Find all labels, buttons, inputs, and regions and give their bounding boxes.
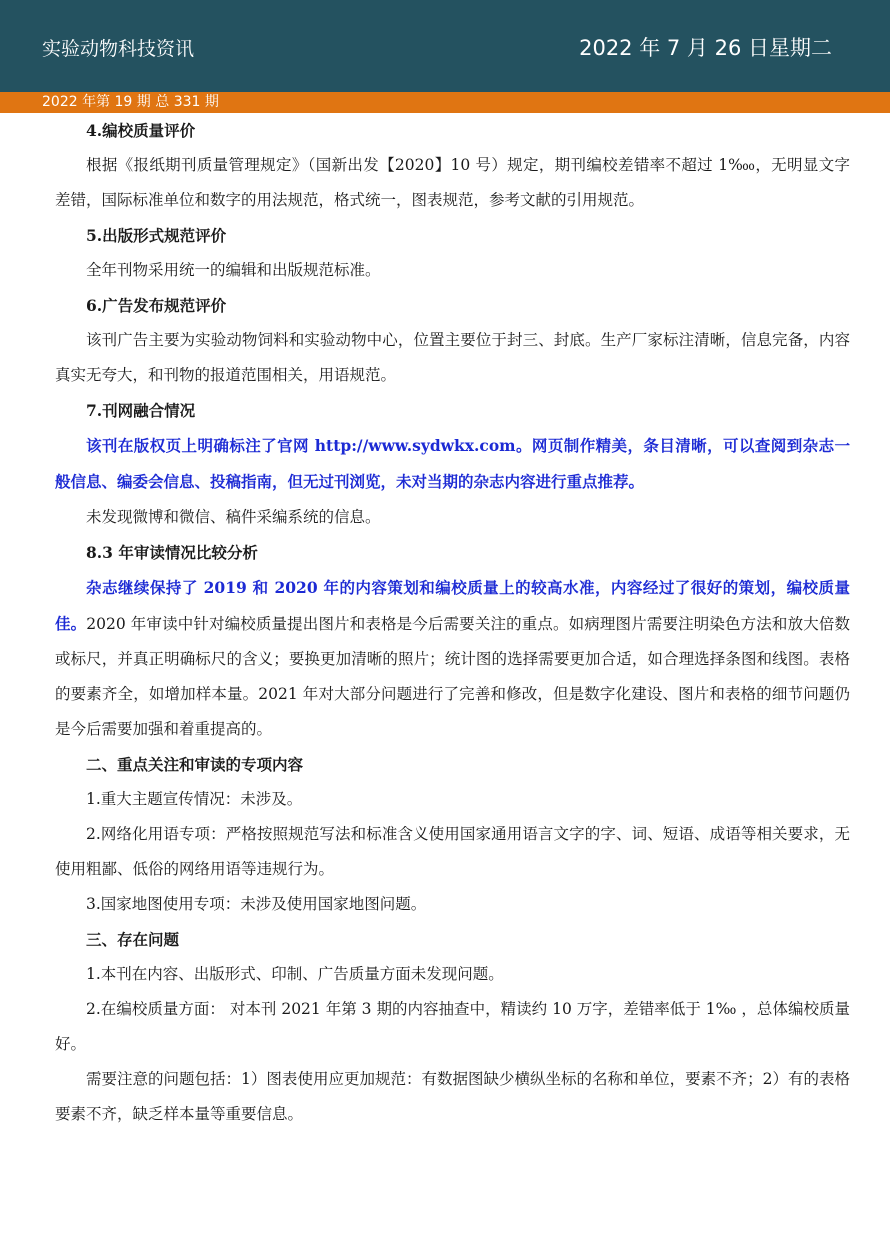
paragraph-text: 1.本刊在内容、出版形式、印制、广告质量方面未发现问题。 bbox=[86, 965, 504, 983]
section-heading: 三、存在问题 bbox=[86, 930, 180, 949]
paragraph-text: 全年刊物采用统一的编辑和出版规范标准。 bbox=[86, 261, 381, 279]
page-header bbox=[0, 0, 890, 92]
highlighted-text: 杂志继续保持了 2019 和 2020 年的内容策划和编校质量上的较高水准，内容经过了很好的策划，编校质量佳。 bbox=[55, 578, 850, 633]
paragraph-text: 2020 年审读中针对编校质量提出图片和表格是今后需要关注的重点。如病理图片需要注明染色方法和放大倍数或标尺，并真正明确标尺的含义；要换更加清晰的照片；统计图的选择需要更加合适，如合理选择条图和线图。表格的要素齐全，如增加样本量。2021 年对大部分问题进行了完善和修改，但是数字化建设、图片和表格的细节问题仍是今后需要加强和着重提高的。 bbox=[55, 615, 850, 738]
highlighted-text: 该刊在版权页上明确标注了官网 http://www.sydwkx.com。网页制作精美，条目清晰，可以查阅到杂志一般信息、编委会信息、投稿指南，但无过刊浏览，未对当期的杂志内容进行重点推荐。 bbox=[55, 436, 850, 491]
issue-number-bar: 2022 年第 19 期 总 331 期 bbox=[0, 92, 890, 113]
body-paragraph bbox=[55, 992, 850, 1062]
body-paragraph bbox=[55, 957, 850, 992]
body-paragraph bbox=[55, 817, 850, 887]
paragraph-text: 2.在编校质量方面： 对本刊 2021 年第 3 期的内容抽查中，精读约 10 万字，差错率低于 1‰ ，总体编校质量好。 bbox=[55, 1000, 850, 1053]
body-paragraph bbox=[55, 428, 850, 500]
body-paragraph bbox=[55, 1062, 850, 1132]
section-heading: 8.3 年审读情况比较分析 bbox=[86, 543, 258, 562]
document-body bbox=[55, 113, 850, 1132]
section-heading: 7.刊网融合情况 bbox=[86, 401, 196, 420]
paragraph-text: 根据《报纸期刊质量管理规定》（国新出发【2020】10 号）规定，期刊编校差错率不超过 1‱，无明显文字差错，国际标准单位和数字的用法规范，格式统一，图表规范，参考文献的引用规范。 bbox=[55, 156, 850, 209]
section-heading: 6.广告发布规范评价 bbox=[86, 296, 227, 315]
body-paragraph bbox=[55, 148, 850, 218]
paragraph-text: 该刊广告主要为实验动物饲料和实验动物中心，位置主要位于封三、封底。生产厂家标注清晰，信息完备，内容真实无夸大，和刊物的报道范围相关，用语规范。 bbox=[55, 331, 850, 384]
section-heading: 二、重点关注和审读的专项内容 bbox=[86, 755, 304, 774]
paragraph-text: 2.网络化用语专项：严格按照规范写法和标准含义使用国家通用语言文字的字、词、短语、成语等相关要求，无使用粗鄙、低俗的网络用语等违规行为。 bbox=[55, 825, 850, 878]
body-paragraph bbox=[55, 323, 850, 393]
body-paragraph bbox=[55, 253, 850, 288]
issue-date: 2022 年 7 月 26 日星期二 bbox=[579, 36, 832, 60]
body-paragraph bbox=[55, 887, 850, 922]
body-paragraph bbox=[55, 500, 850, 535]
paragraph-text: 1.重大主题宣传情况：未涉及。 bbox=[86, 790, 303, 808]
section-heading: 4.编校质量评价 bbox=[86, 121, 196, 140]
paragraph-text: 3.国家地图使用专项：未涉及使用国家地图问题。 bbox=[86, 895, 427, 913]
body-paragraph bbox=[55, 570, 850, 747]
section-heading: 5.出版形式规范评价 bbox=[86, 226, 227, 245]
body-paragraph bbox=[55, 782, 850, 817]
paragraph-text: 需要注意的问题包括：1）图表使用应更加规范：有数据图缺少横纵坐标的名称和单位，要素不齐；2）有的表格要素不齐，缺乏样本量等重要信息。 bbox=[55, 1070, 850, 1123]
newsletter-title: 实验动物科技资讯 bbox=[42, 38, 195, 60]
paragraph-text: 未发现微博和微信、稿件采编系统的信息。 bbox=[86, 508, 381, 526]
